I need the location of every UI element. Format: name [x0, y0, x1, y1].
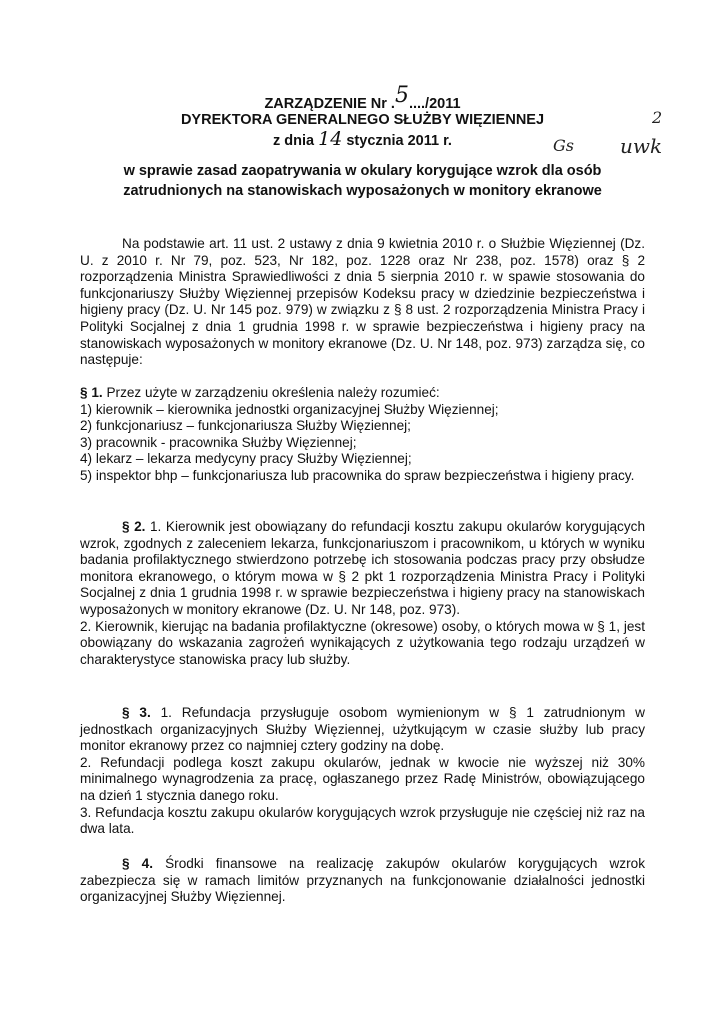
section-3-p1-text: 1. Refundacja przysługuje osobom wymienionym w § 1 zatrudnionym w jednostkach organizacyjnych Służby Więziennej, użytkującym w czasie służby lub pracy monitor ekranowy przez co najmniej cztery godziny na dobę.: [80, 705, 645, 754]
section-2-p1-text: 1. Kierownik jest obowiązany do refundacji kosztu zakupu okularów korygujących wzrok, zgodnych z zaleceniem lekarza, funkcjonariuszom i pracownikom, u których w wyniku badania profilaktycznego stwierdzono potrzebę ich stosowania podczas pracy przy obsłudze monitora ekranowego, o którym mowa w § 2 pkt 1 rozporządzenia Ministra Pracy i Polityki Socjalnej z dnia 1 grudnia 1998 r. w sprawie bezpieczeństwa i higieny pracy na stanowiskach wyposażonych w monitory ekranowe (Dz. U. Nr 148, poz. 973).: [80, 519, 645, 617]
definition-item: 3) pracownik - pracownika Służby Więziennej;: [80, 434, 357, 450]
section-4-p1: [80, 856, 645, 906]
section-2-p2: 2. Kierownik, kierując na badania profilaktyczne (okresowe) osoby, o których mowa w § 1, jest obowiązany do wskazania zagrożeń wynikających z użytkowania tego rodzaju urządzeń w charakterystyce stanowiska pracy lub służby.: [80, 618, 645, 667]
title-suffix: ..../2011: [408, 96, 461, 112]
section-1: [80, 385, 645, 485]
date-prefix: z dnia: [273, 133, 315, 149]
handwritten-number: 5: [394, 83, 409, 108]
margin-note-number: 2: [652, 108, 663, 127]
section-1-intro: [80, 385, 645, 402]
section-2: [80, 519, 645, 668]
section-4-mark: § 4.: [122, 856, 153, 871]
subject-line-1: w sprawie zasad zaopatrywania w okulary korygujące wzrok dla osób: [123, 163, 602, 179]
section-2-p1: [80, 519, 645, 619]
subject: [70, 161, 655, 201]
section-2-mark: § 2.: [122, 519, 146, 534]
section-3-mark: § 3.: [122, 705, 151, 720]
section-3-p3: 3. Refundacja kosztu zakupu okularów korygujących wzrok przysługuje nie częściej niż raz na dwa lata.: [80, 804, 645, 837]
section-1-intro-text: Przez użyte w zarządzeniu określenia należy rozumieć:: [106, 385, 440, 400]
date-suffix: stycznia 2011 r.: [346, 133, 452, 149]
margin-note-signature: uwk: [620, 134, 663, 158]
date-line: [0, 130, 725, 151]
preamble: [80, 236, 645, 369]
subject-line-2: zatrudnionych na stanowiskach wyposażonych w monitory ekranowe: [123, 183, 602, 199]
section-4: [80, 856, 645, 906]
section-4-p1-text: Środki finansowe na realizację zakupów okularów korygujących wzrok zabezpiecza się w ramach limitów przyznanych na funkcjonowanie działalności jednostki organizacyjnej Służby Więziennej.: [80, 856, 645, 905]
section-3-p2: 2. Refundacji podlega koszt zakupu okularów, jednak w kwocie nie wyższej niż 30% minimalnego wynagrodzenia za pracę, ogłaszanego przez Radę Ministrów, obowiązującego na dzień 1 stycznia danego roku.: [80, 754, 645, 803]
section-3: [80, 705, 645, 838]
section-3-p1: [80, 705, 645, 755]
margin-note-initials: Gs: [553, 136, 574, 155]
definition-item: 2) funkcjonariusz – funkcjonariusza Służby Więziennej;: [80, 418, 411, 434]
title-prefix: ZARZĄDZENIE Nr .: [264, 96, 395, 112]
preamble-text: Na podstawie art. 11 ust. 2 ustawy z dnia 9 kwietnia 2010 r. o Służbie Więziennej (Dz. U. z 2010 r. Nr 79, poz. 523, Nr 182, poz. 1228 oraz Nr 238, poz. 1578) oraz § 2 rozporządzenia Ministra Sprawiedliwości z dnia 5 sierpnia 2010 r. w spawie stosowania do funkcjonariuszy Służby Więziennej przepisów Kodeksu pracy w dziedzinie bezpieczeństwa i higieny pracy (Dz. U. Nr 145 poz. 979) w związku z § 8 ust. 2 rozporządzenia Ministra Pracy i Polityki Socjalnej z dnia 1 grudnia 1998 r. w sprawie bezpieczeństwa i higieny pracy na stanowiskach wyposażonych w monitory ekranowe (Dz. U. Nr 148, poz. 973) zarządza się, co następuje:: [80, 236, 645, 368]
definition-item: 1) kierownik – kierownika jednostki organizacyjnej Służby Więziennej;: [80, 401, 499, 417]
section-1-mark: § 1.: [80, 385, 103, 400]
definition-item: 5) inspektor bhp – funkcjonariusza lub pracownika do spraw bezpieczeństwa i higieny pracy.: [80, 467, 635, 483]
handwritten-day: 14: [318, 128, 343, 150]
issuer-line: DYREKTORA GENERALNEGO SŁUŻBY WIĘZIENNEJ: [180, 112, 545, 128]
definition-item: 4) lekarz – lekarza medycyny pracy Służby Więziennej;: [80, 451, 412, 467]
